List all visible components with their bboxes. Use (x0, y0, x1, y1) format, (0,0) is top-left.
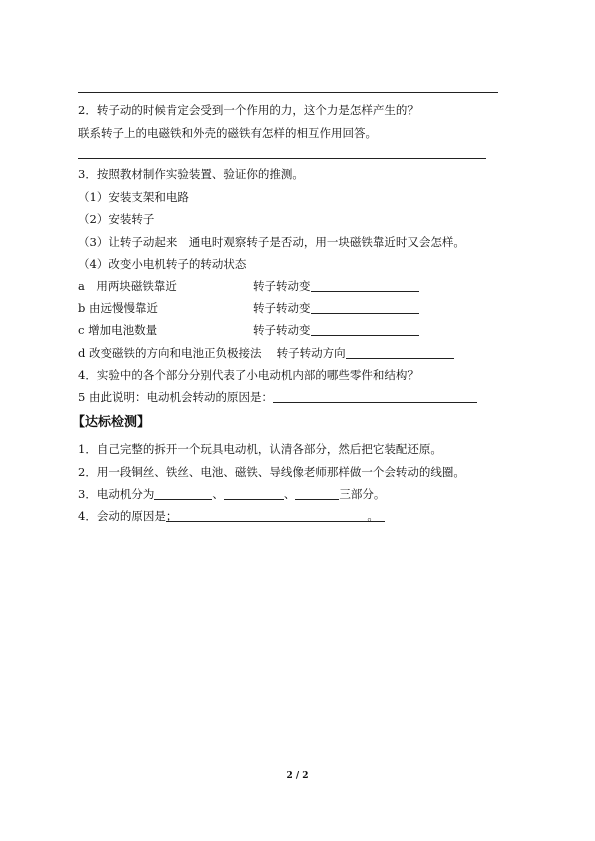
case-b-blank[interactable] (311, 301, 419, 314)
check-item-1: 1．自己完整的拆开一个玩具电动机，认清各部分，然后把它装配还原。 (78, 442, 442, 456)
check-item-3-separator-1: 、 (212, 487, 224, 501)
check-item-2: 2．用一段铜丝、铁丝、电池、磁铁、导线像老师那样做一个会转动的线圈。 (78, 465, 465, 479)
case-c (78, 323, 157, 338)
page-number: 2 / 2 (286, 771, 309, 781)
case-d (78, 346, 454, 361)
check-item-3-suffix: 三部分。 (339, 487, 386, 501)
question-5-blank[interactable] (273, 390, 477, 403)
check-item-4-blank[interactable] (166, 509, 385, 522)
case-c-result-label: 转子转动变 (253, 323, 311, 337)
check-item-4-prefix: 4．会动的原因是 (78, 509, 166, 523)
check-item-4 (78, 509, 385, 524)
case-b-result-label: 转子转动变 (253, 301, 311, 315)
step-3: （3）让转子动起来 通电时观察转子是否动，用一块磁铁靠近时又会怎样。 (78, 235, 465, 249)
check-item-3-blank-1[interactable] (154, 487, 212, 500)
section-heading: 【达标检测】 (72, 415, 151, 430)
case-b-label: b 由远慢慢靠近 (78, 301, 159, 315)
question-5 (78, 390, 477, 405)
question-4: 4．实验中的各个部分分别代表了小电动机内部的哪些零件和结构？ (78, 368, 419, 382)
case-a-result-label: 转子转动变 (253, 279, 311, 293)
case-c-result (253, 323, 419, 338)
step-2: （2）安装转子 (78, 212, 155, 226)
check-item-4-colon: ； (165, 509, 178, 523)
case-b (78, 301, 158, 316)
case-b-result (253, 301, 419, 316)
case-d-label: d 改变磁铁的方向和电池正负极接法 转子转动方向 (78, 346, 346, 360)
check-item-3-blank-2[interactable] (224, 487, 284, 500)
answer-line-top (78, 92, 498, 93)
check-item-3-separator-2: 、 (283, 487, 296, 501)
question-5-text: 5 由此说明：电动机会转动的原因是： (78, 390, 273, 404)
case-a-blank[interactable] (311, 279, 419, 292)
step-4: （4）改变小电机转子的转动状态 (78, 257, 247, 271)
case-a-result (253, 279, 419, 294)
question-2: 2．转子动的时候肯定会受到一个作用的力，这个力是怎样产生的？ (78, 103, 419, 117)
check-item-3-blank-3[interactable] (295, 487, 339, 500)
answer-line-q2 (78, 158, 486, 159)
check-item-3-prefix: 3．电动机分为 (78, 487, 155, 501)
case-c-label: c 增加电池数量 (78, 323, 158, 337)
question-3-title: 3．按照教材制作实验装置、验证你的推测。 (78, 167, 304, 181)
step-1: （1）安装支架和电路 (78, 190, 189, 204)
check-item-3 (78, 487, 385, 502)
case-a-label: a 用两块磁铁靠近 (78, 279, 177, 293)
check-item-4-end: 。 (367, 509, 379, 523)
question-2-hint: 联系转子上的电磁铁和外壳的磁铁有怎样的相互作用回答。 (78, 126, 377, 140)
case-a (78, 279, 177, 294)
case-d-blank[interactable] (346, 346, 454, 359)
case-c-blank[interactable] (311, 323, 419, 336)
